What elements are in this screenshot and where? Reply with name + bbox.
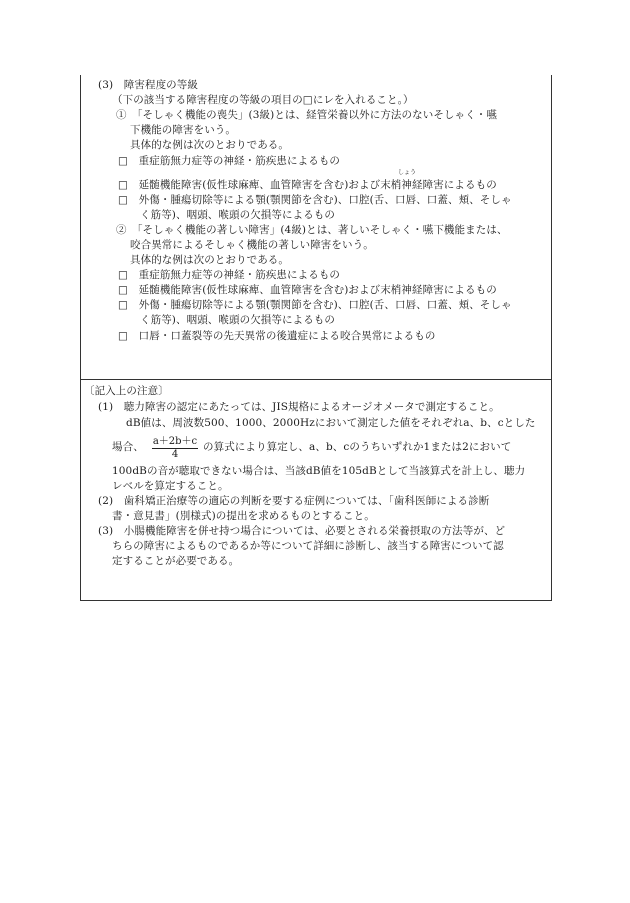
grade3-item-3-cont: く筋等)、咽頭、喉頭の欠損等によるもの	[140, 209, 335, 221]
formula-numerator: a＋2b＋c	[152, 436, 198, 447]
note1-line2: dB値は、周波数500、1000、2000Hzにおいて測定した値をそれぞれa、b、cとした	[126, 417, 536, 429]
section3-heading: (3) 障害程度の等級	[98, 79, 198, 91]
note3-line3: 定することが必要である。	[112, 555, 240, 567]
grade4-item-3-cont: く筋等)、咽頭、喉頭の欠損等によるもの	[140, 314, 335, 326]
grade4-example-intro: 具体的な例は次のとおりである。	[130, 254, 289, 266]
grade3-line2: 下機能の障害をいう。	[130, 124, 236, 136]
notes-heading: 〔記入上の注意〕	[84, 385, 169, 397]
grade4-line1: ② 「そしゃく機能の著しい障害」(4級)とは、著しいそしゃく・嚥下機能または、	[116, 224, 508, 236]
grade3-item-1: □ 重症筋無力症等の神経・筋疾患によるもの	[118, 155, 341, 167]
note3-line2: ちらの障害によるものであるか等について詳細に診断し、該当する障害について認	[112, 540, 504, 552]
formula-denominator: 4	[171, 449, 179, 460]
grade3-example-intro: 具体的な例は次のとおりである。	[130, 139, 289, 151]
note1-line4: 100dBの音が聴取できない場合は、当該dB値を105dBとして当該算式を計上し、聴力	[112, 465, 526, 477]
grade4-line2: 咬合異常によるそしゃく機能の著しい障害をいう。	[130, 239, 374, 251]
grade4-item-2: □ 延髄機能障害(仮性球麻痺、血管障害を含む)および末梢神経障害によるもの	[118, 284, 497, 296]
section-divider	[81, 379, 551, 380]
grade3-item-2: □ 延髄機能障害(仮性球麻痺、血管障害を含む)および末梢神経障害によるもの	[118, 179, 497, 191]
formula	[148, 432, 202, 460]
note2-line1: (2) 歯科矯正治療等の適応の判断を要する症例については、「歯科医師による診断	[98, 495, 490, 507]
note3-line1: (3) 小腸機能障害を併せ持つ場合については、必要とされる栄養摂取の方法等が、ど	[98, 525, 506, 537]
note1-line3-prefix: 場合、	[112, 441, 144, 453]
note1-line1: (1) 聴力障害の認定にあたっては、JIS規格によるオージオメータで測定すること。	[98, 401, 500, 413]
note2-line2: 書・意見書」(別様式)の提出を求めるものとすること。	[112, 510, 375, 522]
grade4-item-4: □ 口唇・口蓋裂等の先天異常の後遺症による咬合異常によるもの	[118, 330, 436, 342]
ruby-annotation: しょう	[398, 169, 417, 176]
grade4-item-1: □ 重症筋無力症等の神経・筋疾患によるもの	[118, 269, 341, 281]
note1-line5: レベルを算定すること。	[112, 480, 229, 492]
grade3-line1: ① 「そしゃく機能の喪失」(3級)とは、経管栄養以外に方法のないそしゃく・嚥	[116, 109, 497, 121]
section3-instruction: （下の該当する障害程度の等級の項目の□にレを入れること。）	[112, 94, 414, 106]
grade3-item-3: □ 外傷・腫瘍切除等による顎(顎関節を含む)、口腔(舌、口唇、口蓋、頬、そしゃ	[118, 194, 512, 206]
grade4-item-3: □ 外傷・腫瘍切除等による顎(顎関節を含む)、口腔(舌、口唇、口蓋、頬、そしゃ	[118, 299, 512, 311]
note1-line3-suffix: の算式により算定し、a、b、cのうちいずれか1または2において	[203, 441, 512, 453]
